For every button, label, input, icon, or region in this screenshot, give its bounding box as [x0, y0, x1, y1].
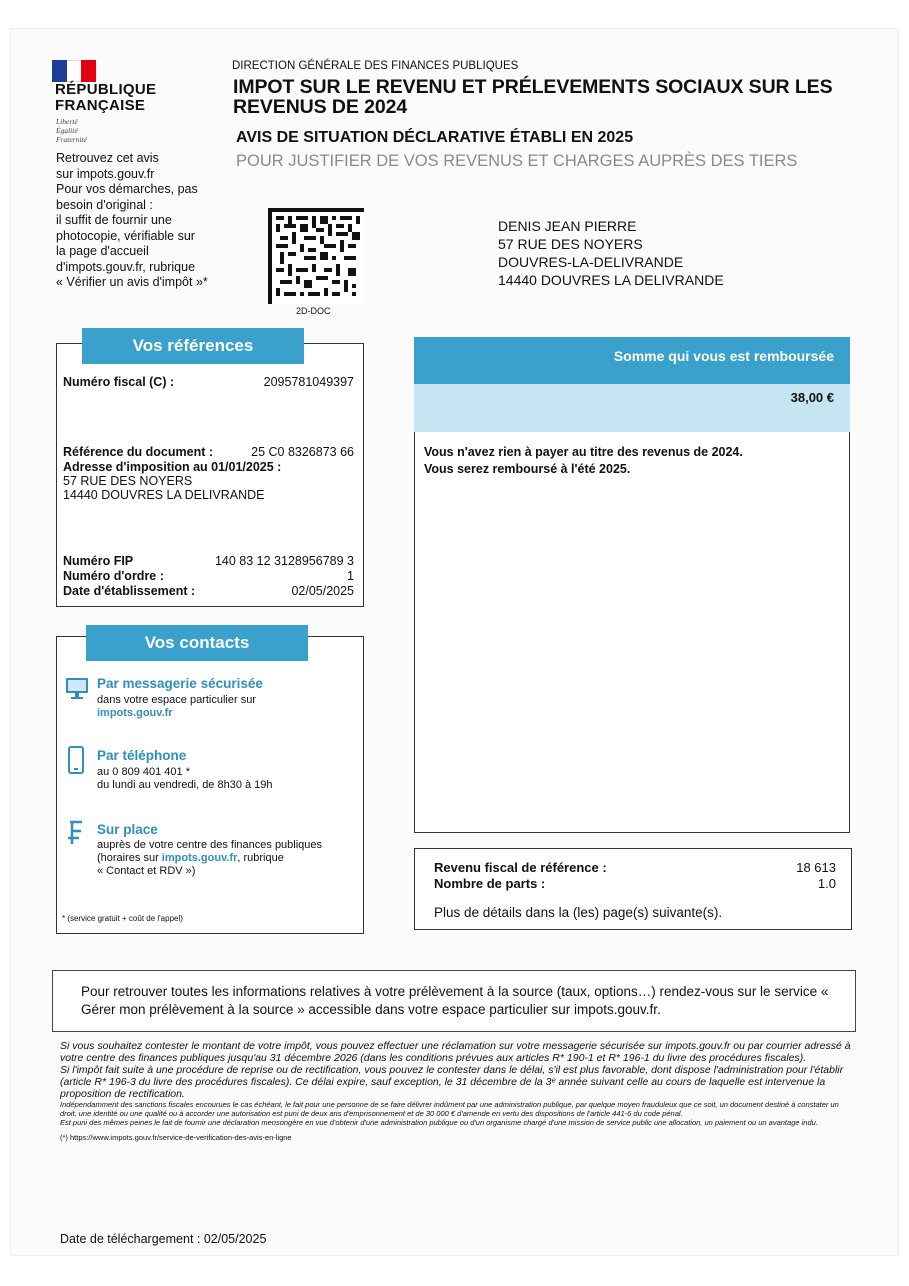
order-number-value: 1 — [347, 569, 354, 583]
fip-number-value: 140 83 12 3128956789 3 — [214, 554, 354, 568]
refund-message: Vous n'avez rien à payer au titre des revenus de 2024. Vous serez remboursé à l'été 2025. — [424, 445, 743, 476]
withholding-info-text: Pour retrouver toutes les informations relatives à votre prélèvement à la source (taux, options…) rendez-vous sur le service « Gérer mon prélèvement à la source » accessible dans votre espace particulier sur impots.gouv.fr. — [81, 984, 829, 1017]
parts-label: Nombre de parts : — [434, 876, 546, 891]
refund-amount-band — [414, 384, 850, 432]
more-details-text: Plus de détails dans la (les) page(s) suivante(s). — [434, 905, 723, 920]
secure-messaging-text: dans votre espace particulier sur — [97, 694, 256, 706]
verification-url: (*) https://www.impots.gouv.fr/service-de-verification-des-avis-en-ligne — [60, 1133, 292, 1142]
republic-logo-text: RÉPUBLIQUE FRANÇAISE — [55, 81, 157, 114]
impots-link-place[interactable]: impots.gouv.fr — [161, 852, 238, 864]
page-title: IMPOT SUR LE REVENU ET PRÉLEVEMENTS SOCIAUX SUR LES REVENUS DE 2024 — [233, 76, 833, 118]
rfr-value: 18 613 — [796, 860, 836, 875]
building-icon — [66, 820, 86, 846]
phone-number: au 0 809 401 401 * — [97, 766, 190, 778]
phone-icon — [68, 746, 84, 774]
direction-label: DIRECTION GÉNÉRALE DES FINANCES PUBLIQUES — [232, 60, 519, 72]
document-ref-value: 25 C0 8326873 66 — [251, 445, 354, 459]
issue-date-value: 02/05/2025 — [291, 584, 354, 598]
document-ref-label: Référence du document : — [63, 445, 214, 459]
call-footnote: * (service gratuit + coût de l'appel) — [62, 914, 183, 923]
contact-rdv-text: « Contact et RDV ») — [97, 865, 196, 877]
contacts-header: Vos contacts — [86, 625, 308, 661]
download-date: Date de téléchargement : 02/05/2025 — [60, 1232, 267, 1246]
secure-messaging-title: Par messagerie sécurisée — [97, 676, 263, 691]
issue-date-label: Date d'établissement : — [63, 584, 196, 598]
purpose-line: POUR JUSTIFIER DE VOS REVENUS ET CHARGES AUPRÈS DES TIERS — [236, 152, 798, 170]
fip-number-label: Numéro FIP — [63, 554, 134, 568]
computer-icon — [64, 676, 90, 700]
rfr-label: Revenu fiscal de référence : — [434, 860, 607, 875]
notice-text: Retrouvez cet avis sur impots.gouv.fr Pour vos démarches, pas besoin d'original : il suffit de fournir une photocopie, vérifiable sur la page d'accueil d'impots.gouv.fr, rubrique « Vérifier un avis d'impôt »* — [56, 151, 208, 289]
withholding-info-box — [52, 970, 856, 1032]
tax-address-line1: 57 RUE DES NOYERS — [63, 474, 193, 488]
qr-code-icon — [268, 208, 364, 304]
french-flag-logo — [52, 60, 96, 82]
refund-header: Somme qui vous est remboursée — [414, 337, 850, 385]
phone-hours: du lundi au vendredi, de 8h30 à 19h — [97, 779, 273, 791]
impots-link-messaging[interactable]: impots.gouv.fr — [97, 707, 173, 719]
qr-code-label: 2D-DOC — [296, 306, 331, 316]
in-person-text: auprès de votre centre des finances publiques — [97, 839, 323, 851]
legal-notice: Si vous souhaitez contester le montant de votre impôt, vous pouvez effectuer une réclamation sur votre messagerie sécurisée sur impots.gouv.fr ou par courrier adressé à votre centre des finances publiques jusqu'au 31 décembre 2026 (dans les conditions prévues aux articles R* 190-1 et R* 196-1 du livre des procédures fiscales). Si l'impôt fait suite à une procédure de reprise ou de rectification, vous pouvez le contester dans le délai, s'il est plus favorable, dont dispose l'administration pour l'établir (article R* 196-3 du livre des procédures fiscales). Ce délai expire, sauf exception, le 31 décembre de la 3ᵉ année suivant celle au cours de laquelle est intervenue la proposition de rectification. Indépendamment des sanctions fiscales encourues le cas échéant, le fait pour une personne de se faire délivrer indûment par une administration publique, par quelque moyen frauduleux que ce soit, un document destiné à constater un droit, une identité ou une qualité ou à accorder une autorisation est puni de deux ans d'emprisonnement et de 30 000 € d'amende en vertu des dispositions de l'article 441-6 du code pénal. Est puni des mêmes peines le fait de fournir une déclaration mensongère en vue d'obtenir d'une administration publique ou d'un organisme chargé d'une mission de service public une allocation, un paiement ou un avantage indu. (*) https://www.impots.gouv.fr/service-de-verification-des-avis-en-ligne — [60, 1040, 855, 1142]
page-subtitle: AVIS DE SITUATION DÉCLARATIVE ÉTABLI EN 2025 — [236, 129, 634, 146]
tax-address-line2: 14440 DOUVRES LA DELIVRANDE — [63, 488, 265, 502]
in-person-hours: (horaires sur impots.gouv.fr, rubrique — [97, 852, 284, 864]
republic-motto: Liberté Égalité Fraternité — [56, 117, 87, 144]
phone-title: Par téléphone — [97, 748, 187, 763]
refund-amount: 38,00 € — [790, 390, 834, 405]
tax-address-label: Adresse d'imposition au 01/01/2025 : — [63, 460, 282, 474]
order-number-label: Numéro d'ordre : — [63, 569, 164, 583]
parts-value: 1.0 — [817, 876, 836, 891]
fiscal-number-value: 2095781049397 — [263, 375, 354, 389]
fiscal-number-label: Numéro fiscal (C) : — [63, 375, 175, 389]
in-person-title: Sur place — [97, 822, 158, 837]
recipient-address: DENIS JEAN PIERRE 57 RUE DES NOYERS DOUVRES-LA-DELIVRANDE 14440 DOUVRES LA DELIVRANDE — [498, 218, 724, 288]
references-header: Vos références — [82, 328, 304, 364]
